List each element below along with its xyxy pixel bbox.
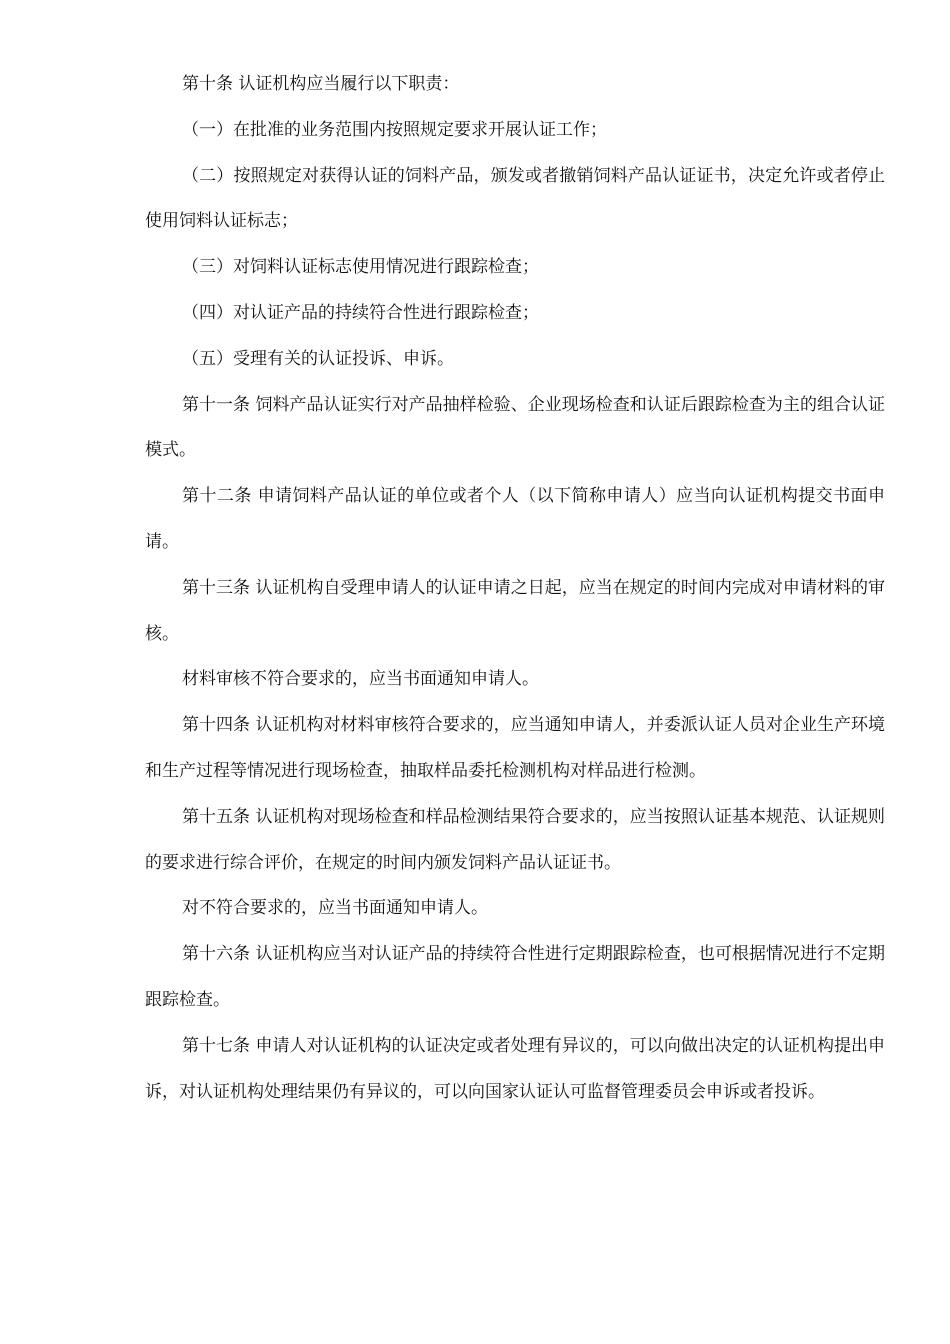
paragraph-item-3: （三）对饲料认证标志使用情况进行跟踪检查； xyxy=(182,257,539,278)
paragraph-item-2: （二）按照规定对获得认证的饲料产品，颁发或者撤销饲料产品认证证书，决定允许或者停止使用饲料认证标志； xyxy=(145,165,885,232)
paragraph-article-10: 第十条 认证机构应当履行以下职责： xyxy=(182,74,460,94)
paragraph-article-14: 第十四条 认证机构对材料审核符合要求的，应当通知申请人，并委派认证人员对企业生产环境和生产过程等情况进行现场检查，抽取样品委托检测机构对样品进行检测。 xyxy=(145,715,885,781)
paragraph-item-4: （四）对认证产品的持续符合性进行跟踪检查； xyxy=(182,302,539,323)
paragraph-article-13: 第十三条 认证机构自受理申请人的认证申请之日起，应当在规定的时间内完成对申请材料的审核。 xyxy=(145,577,885,644)
paragraph-article-13-note: 材料审核不符合要求的，应当书面通知申请人。 xyxy=(182,669,539,690)
paragraph-article-11: 第十一条 饲料产品认证实行对产品抽样检验、企业现场检查和认证后跟踪检查为主的组合认证模式。 xyxy=(145,394,885,461)
paragraph-article-15: 第十五条 认证机构对现场检查和样品检测结果符合要求的，应当按照认证基本规范、认证规则的要求进行综合评价，在规定的时间内颁发饲料产品认证证书。 xyxy=(145,806,885,873)
paragraph-item-5: （五）受理有关的认证投诉、申诉。 xyxy=(182,348,454,369)
paragraph-article-12: 第十二条 申请饲料产品认证的单位或者个人（以下简称申请人）应当向认证机构提交书面申请。 xyxy=(145,486,885,552)
paragraph-article-15-note: 对不符合要求的，应当书面通知申请人。 xyxy=(182,898,488,919)
paragraph-article-16: 第十六条 认证机构应当对认证产品的持续符合性进行定期跟踪检查，也可根据情况进行不定期跟踪检查。 xyxy=(145,944,885,1010)
document-body xyxy=(145,62,885,1115)
paragraph-article-17: 第十七条 申请人对认证机构的认证决定或者处理有异议的，可以向做出决定的认证机构提出申诉，对认证机构处理结果仍有异议的，可以向国家认证认可监督管理委员会申诉或者投诉。 xyxy=(145,1035,885,1102)
paragraph-item-1: （一）在批准的业务范围内按照规定要求开展认证工作； xyxy=(182,119,607,140)
